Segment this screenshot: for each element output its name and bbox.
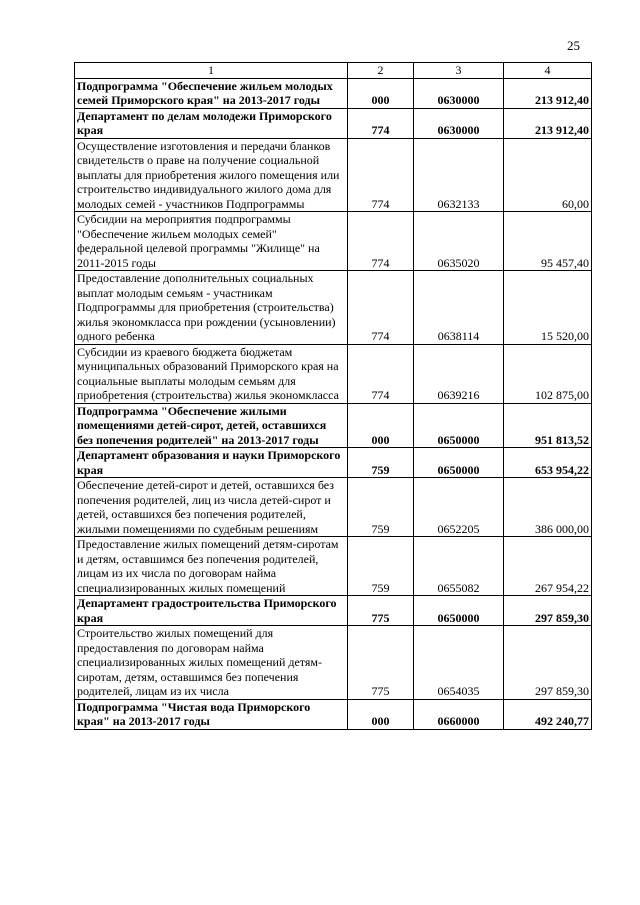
row-name-cell: Строительство жилых помещений для предоставления по договорам найма специализированных жилых помещений детям-сиротам, детям, оставшимся без попечения родителей, лицам из их числа xyxy=(75,626,348,700)
table-row xyxy=(75,626,592,700)
row-target-code-cell: 0652205 xyxy=(414,478,504,537)
row-target-code-cell: 0635020 xyxy=(414,212,504,271)
row-amount-cell: 297 859,30 xyxy=(504,596,592,626)
row-name-cell: Департамент образования и науки Приморского края xyxy=(75,448,348,478)
row-amount-cell: 60,00 xyxy=(504,138,592,212)
row-amount-cell: 102 875,00 xyxy=(504,344,592,403)
row-dept-code-cell: 759 xyxy=(348,478,414,537)
row-target-code-cell: 0630000 xyxy=(414,108,504,138)
row-amount-cell: 951 813,52 xyxy=(504,403,592,448)
header-col-4: 4 xyxy=(504,63,592,79)
table-row xyxy=(75,699,592,729)
row-name-cell: Предоставление дополнительных социальных выплат молодым семьям - участникам Подпрограммы для приобретения (строительства) жилья экономкласса при рождении (усыновлении) одного ребенка xyxy=(75,271,348,345)
row-name-cell: Подпрограмма "Обеспечение жилыми помещениями детей-сирот, детей, оставшихся без попечения родителей" на 2013-2017 годы xyxy=(75,403,348,448)
row-amount-cell: 213 912,40 xyxy=(504,78,592,108)
header-col-3: 3 xyxy=(414,63,504,79)
row-amount-cell: 213 912,40 xyxy=(504,108,592,138)
row-dept-code-cell: 774 xyxy=(348,138,414,212)
row-amount-cell: 95 457,40 xyxy=(504,212,592,271)
row-target-code-cell: 0638114 xyxy=(414,271,504,345)
row-name-cell: Департамент градостроительства Приморского края xyxy=(75,596,348,626)
table-row xyxy=(75,478,592,537)
table-row xyxy=(75,537,592,596)
row-dept-code-cell: 759 xyxy=(348,537,414,596)
row-name-cell: Предоставление жилых помещений детям-сиротам и детям, оставшимся без попечения родителей, лицам из их числа по договорам найма специализированных жилых помещений xyxy=(75,537,348,596)
header-row xyxy=(75,63,592,79)
row-amount-cell: 15 520,00 xyxy=(504,271,592,345)
table-row xyxy=(75,108,592,138)
row-dept-code-cell: 000 xyxy=(348,403,414,448)
table-row xyxy=(75,448,592,478)
header-col-2: 2 xyxy=(348,63,414,79)
row-dept-code-cell: 000 xyxy=(348,699,414,729)
budget-table xyxy=(74,62,592,730)
row-target-code-cell: 0650000 xyxy=(414,448,504,478)
page-number: 25 xyxy=(567,38,580,53)
row-amount-cell: 297 859,30 xyxy=(504,626,592,700)
table-row xyxy=(75,78,592,108)
row-name-cell: Обеспечение детей-сирот и детей, оставшихся без попечения родителей, лиц из числа детей-сирот и детей, оставшихся без попечения родителей, жилыми помещениями по судебным решениям xyxy=(75,478,348,537)
table-row xyxy=(75,271,592,345)
row-dept-code-cell: 775 xyxy=(348,626,414,700)
row-dept-code-cell: 000 xyxy=(348,78,414,108)
table-row xyxy=(75,403,592,448)
header-col-1: 1 xyxy=(75,63,348,79)
row-dept-code-cell: 775 xyxy=(348,596,414,626)
row-dept-code-cell: 774 xyxy=(348,344,414,403)
row-amount-cell: 386 000,00 xyxy=(504,478,592,537)
row-name-cell: Подпрограмма "Чистая вода Приморского края" на 2013-2017 годы xyxy=(75,699,348,729)
row-dept-code-cell: 774 xyxy=(348,108,414,138)
row-dept-code-cell: 774 xyxy=(348,271,414,345)
row-target-code-cell: 0655082 xyxy=(414,537,504,596)
row-amount-cell: 492 240,77 xyxy=(504,699,592,729)
row-target-code-cell: 0639216 xyxy=(414,344,504,403)
row-name-cell: Подпрограмма "Обеспечение жильем молодых семей Приморского края" на 2013-2017 годы xyxy=(75,78,348,108)
table-row xyxy=(75,344,592,403)
table-row xyxy=(75,212,592,271)
row-name-cell: Субсидии на мероприятия подпрограммы "Обеспечение жильем молодых семей" федеральной целевой программы "Жилище" на 2011-2015 годы xyxy=(75,212,348,271)
row-name-cell: Субсидии из краевого бюджета бюджетам муниципальных образований Приморского края на социальные выплаты молодым семьям для приобретения (строительства) жилья экономкласса xyxy=(75,344,348,403)
row-target-code-cell: 0650000 xyxy=(414,403,504,448)
row-target-code-cell: 0630000 xyxy=(414,78,504,108)
row-target-code-cell: 0660000 xyxy=(414,699,504,729)
row-target-code-cell: 0650000 xyxy=(414,596,504,626)
row-name-cell: Осуществление изготовления и передачи бланков свидетельств о праве на получение социальной выплаты для приобретения жилого помещения или строительство индивидуального жилого дома для молодых семей - участников Подпрограммы xyxy=(75,138,348,212)
row-name-cell: Департамент по делам молодежи Приморского края xyxy=(75,108,348,138)
row-dept-code-cell: 774 xyxy=(348,212,414,271)
row-target-code-cell: 0654035 xyxy=(414,626,504,700)
table-row xyxy=(75,596,592,626)
table-row xyxy=(75,138,592,212)
row-dept-code-cell: 759 xyxy=(348,448,414,478)
row-target-code-cell: 0632133 xyxy=(414,138,504,212)
row-amount-cell: 267 954,22 xyxy=(504,537,592,596)
row-amount-cell: 653 954,22 xyxy=(504,448,592,478)
